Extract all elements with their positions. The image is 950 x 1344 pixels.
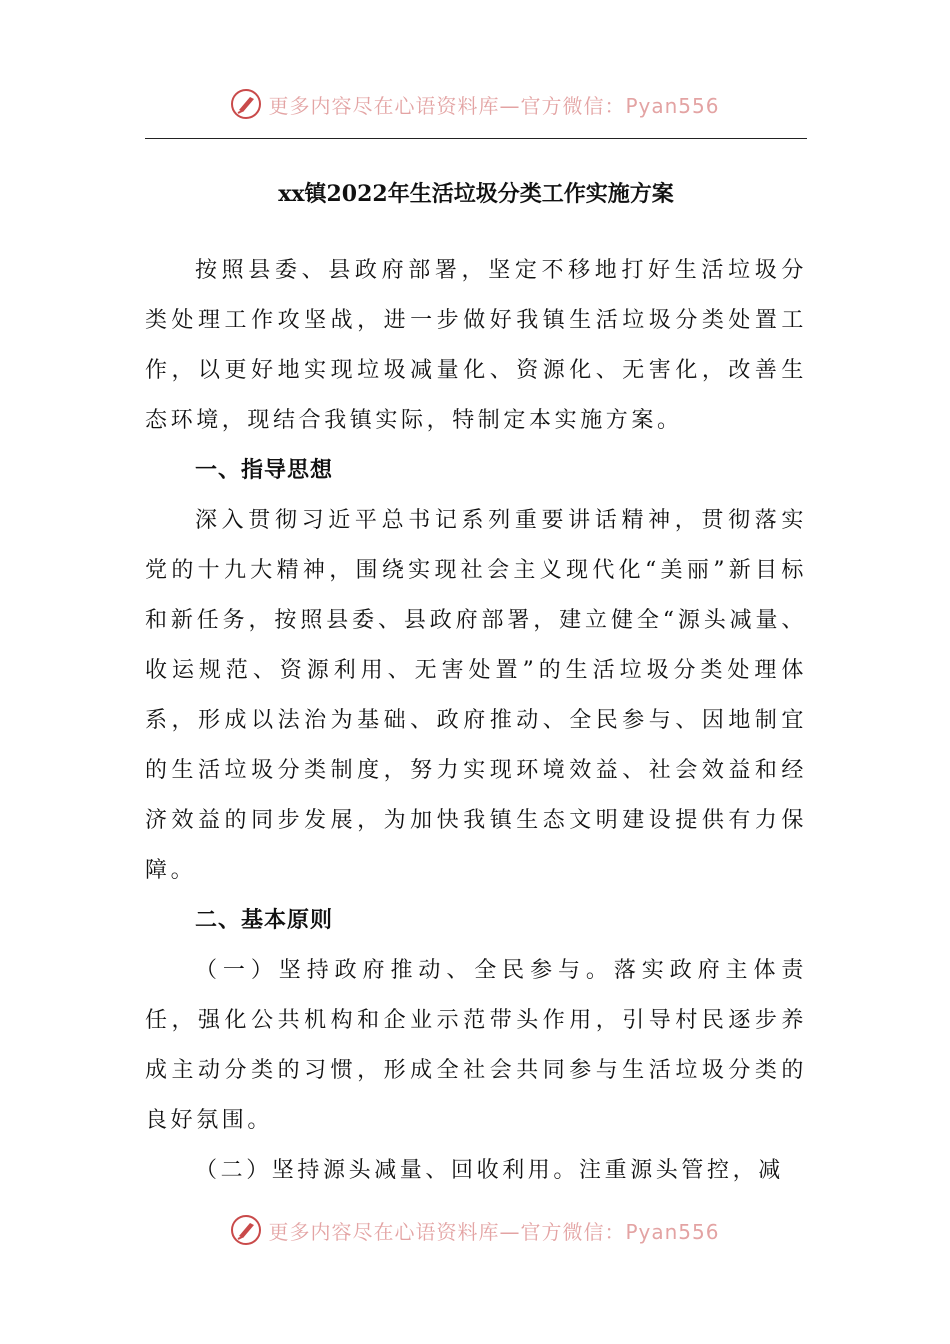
intro-paragraph: 按照县委、县政府部署，坚定不移地打好生活垃圾分类处理工作攻坚战，进一步做好我镇生活垃圾分类处置工作，以更好地实现垃圾减量化、资源化、无害化，改善生态环境，现结合我镇实际，特制定本实施方案。: [145, 258, 807, 433]
top-watermark-banner: [0, 84, 950, 124]
watermark-text: 更多内容尽在心语资料库—官方微信：Pyan556: [268, 1219, 720, 1244]
quill-seal-icon: [230, 88, 262, 120]
bottom-watermark-banner: [0, 1210, 950, 1250]
watermark-text: 更多内容尽在心语资料库—官方微信：Pyan556: [268, 93, 720, 118]
quill-seal-icon: [230, 1214, 262, 1246]
document-body: [145, 246, 807, 1196]
body-paragraph: （一）坚持政府推动、全民参与。落实政府主体责任，强化公共机构和企业示范带头作用，引导村民逐步养成主动分类的习惯，形成全社会共同参与生活垃圾分类的良好氛围。: [145, 958, 807, 1133]
body-paragraph: （二）坚持源头减量、回收利用。注重源头管控，减: [195, 1158, 784, 1183]
header-rule: [145, 138, 807, 139]
section-heading: 一、指导思想: [195, 458, 334, 483]
document-title: xx镇2022年生活垃圾分类工作实施方案: [278, 181, 674, 207]
section-heading: 二、基本原则: [195, 908, 334, 933]
body-paragraph: 深入贯彻习近平总书记系列重要讲话精神，贯彻落实党的十九大精神，围绕实现社会主义现代化“美丽”新目标和新任务，按照县委、县政府部署，建立健全“源头减量、收运规范、资源利用、无害处置”的生活垃圾分类处理体系，形成以法治为基础、政府推动、全民参与、因地制宜的生活垃圾分类制度，努力实现环境效益、社会效益和经济效益的同步发展，为加快我镇生态文明建设提供有力保障。: [145, 508, 807, 883]
